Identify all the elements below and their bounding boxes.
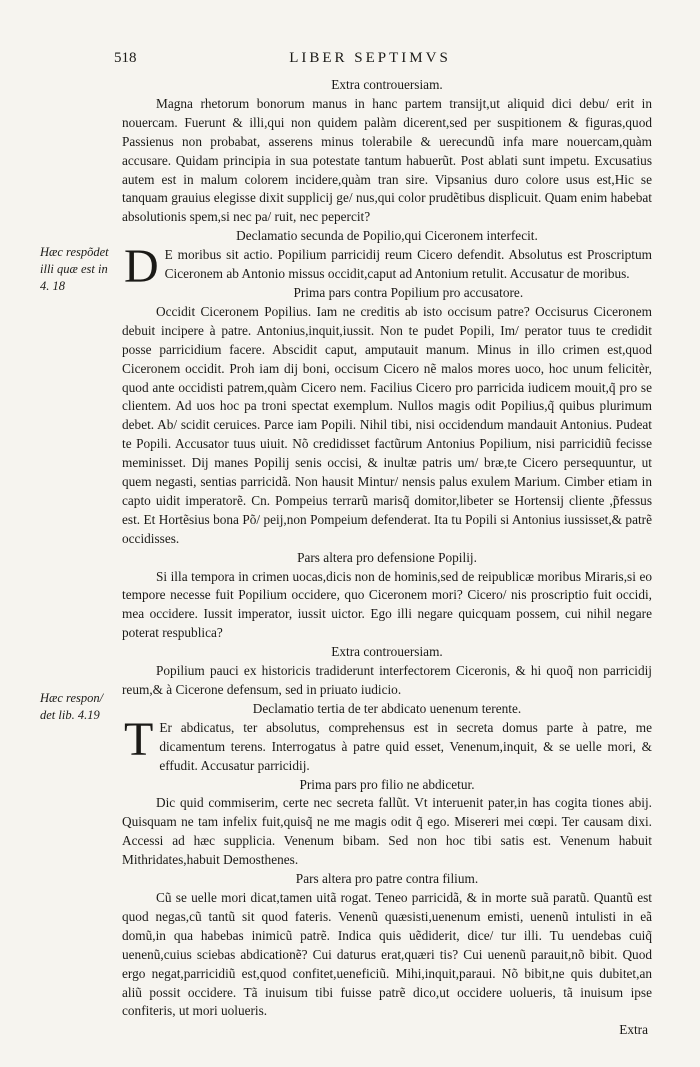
section-heading: Extra controuersiam. xyxy=(331,644,443,660)
running-head: LIBER SEPTIMVS xyxy=(289,50,451,66)
paragraph: Si illa tempora in crimen uocas,dicis non de hominis,sed de reipublicæ moribus Miraris,si eo tempore necesse fuit Popilium occidere, quo Ciceronem mori? Cicero/ nis proscriptio fuit occidi, mea occidere. Iussit imperator, iussit uictor. Ego illi negare quicquam possem, cui nihil negare poterat respublica? xyxy=(122,568,652,641)
section-heading: Pars altera pro patre contra filium. xyxy=(295,871,479,887)
page-number: 518 xyxy=(114,50,137,66)
page-header xyxy=(0,0,700,80)
side-note-first: Hæc respõdet illi quæ est in 4. 18 xyxy=(40,245,109,293)
section-heading: Declamatio tertia de ter abdicato uenenum terente. xyxy=(252,700,522,716)
side-note-second: Hæc respon/ det lib. 4.19 xyxy=(40,691,104,722)
paragraph: Magna rhetorum bonorum manus in hanc partem transijt,ut aliquid dici debu/ erit in nouercam. Fuerunt & illi,qui non quidem palàm dicerent,sed per suspitionem & figuras,quod Passienus non probabat, asserens minus tolerabile & uerecundũ infa mare nouercam,quàm accusare. Quidam principia in sua potestate tantum habuerũt. Post ablati sunt impetu. Excusatius autem est in malum colorem incidere,quàm tran sire. Vipsanius duro colore usus est,Hic se tanquam grauius elegisse dixit supplicij ge/ nus,qui color prudẽtibus displicuit. Quam enim habebat absolutionis spem,si nec pa/ ruit, nec pepercit? xyxy=(122,95,652,225)
section-heading: Prima pars contra Popilium pro accusatore. xyxy=(293,284,524,300)
section-heading: Prima pars pro filio ne abdicetur. xyxy=(299,776,475,792)
catchword: Extra xyxy=(619,1022,648,1038)
paragraph: Popilium pauci ex historicis tradiderunt interfectorem Ciceronis, & hi quoq̃ non parricidij reum,& à Cicerone defensum, sed in priuato iudicio. xyxy=(122,663,652,697)
main-text xyxy=(122,76,652,1040)
paragraph: Cũ se uelle mori dicat,tamen uitã rogat. Teneo parricidã, & in morte suã paratũ. Quantũ est quod negas,cũ tantũ sit quod fateris. Venenũ quæsisti,uenenum emisti, uenenũ intulisti in eã domũ,in qua habebas inimicũ patrẽ. Indica quis uẽdiderit, dice/ tur illi. Tu uendebas cuiq̃ uenenũ,cuius sciebas abdicationẽ? Cui daturus erat,quæri tis? Cui uenenũ parauit,nõ bibit. Quod ergo negat,parricidiũ est,quod confitet,ueneficiũ. Mihi,inquit,paraui. Nõ bibit,ne quis dubitet,an aliũ possit occidere. Tã inuisum tibi fuisse patrẽ dico,ut occidere uolueris, tã inuisum ipse confiteris, ut mori uolueris. xyxy=(122,889,652,1019)
drop-cap: D xyxy=(124,240,159,294)
drop-cap: T xyxy=(124,712,154,766)
section-heading: Declamatio secunda de Popilio,qui Ciceronem interfecit. xyxy=(236,228,538,244)
paragraph xyxy=(122,712,652,776)
paragraph: Occidit Ciceronem Popilius. Iam ne creditis ab isto occisum patre? Occisurus Ciceronem debuit incipere à patre. Antonius,inquit,iussit. Non te pudet Popili, Im/ perator tuus te credidit posse parricidium facere. Abscidit caput, amputauit manum. Minus in illo crimen est,quod Ciceronem occidit. Proh iam dij boni, occisum Cicero nẽ malos mores uoco, hoc unum felicitèr, quod ante occidisti patrem,quàm Cicero nem. Facilius Cicero pro parricida iudicem mouit,q̃ pro se clientem. Ad uos hoc pa troni spectat exemplum. Nullos magis odit Popilius,q̃ quibus plurimum debet. Ab/ scidit ceruices. Parce iam Popili. Nihil tibi, nisi occidendum mandauit Antonius. Pudeat te Popili. Accusator tuus uiuit. Nõ credidisset factũrum Antonius Popilium, nisi parricidiũ fecisse meminisset. Dij manes Popilij senis occisi, & inultæ patris um/ bræ,te Cicero persequuntur, ut quem negasti, sentias parricidã. Non hausit Mintur/ nensis palus exulem Marium. Cimber etiam in capto uidit imperatorẽ. Cn. Pompeius terrarũ marisq̃ domitor,libeter se Hortensij cliente ,p̃fessus est. Et Hortẽsius bona Põ/ peij,non Pompeium defenderat. Ita tu Popili si Antonius iussisset,& patrẽ occidisses. xyxy=(122,303,652,546)
paragraph-text: Er abdicatus, ter absolutus, comprehensus est in secreta domus parte à patre, me dicamentum terens. Interrogatus à patre quid esset, Venenum,inquit, & se uelle mori, & effudit. Accusatur parricidij. xyxy=(159,719,652,773)
paragraph: Dic quid commiserim, certe nec secreta fallũt. Vt interuenit pater,in has cogita tiones abij. Quisquam ne tam infelix fuit,quisq̃ ne me magis odit q̃ ego. Misereri mei cœpi. Ter causam dixi. Accessi ad hæc supplicia. Venenum bibam. Sed non hoc tibi satis est. Venenum habuit Mithridates,habuit Demosthenes. xyxy=(122,795,652,868)
section-heading: Extra controuersiam. xyxy=(331,77,443,92)
paragraph-text: E moribus sit actio. Popilium parricidij reum Cicero defendit. Absolutus est Proscriptum Ciceronem ab Antonio missus occidit,caput ad Antonium retulit. Accusatur de moribus. xyxy=(164,247,652,282)
section-heading: Pars altera pro defensione Popilij. xyxy=(297,549,477,565)
